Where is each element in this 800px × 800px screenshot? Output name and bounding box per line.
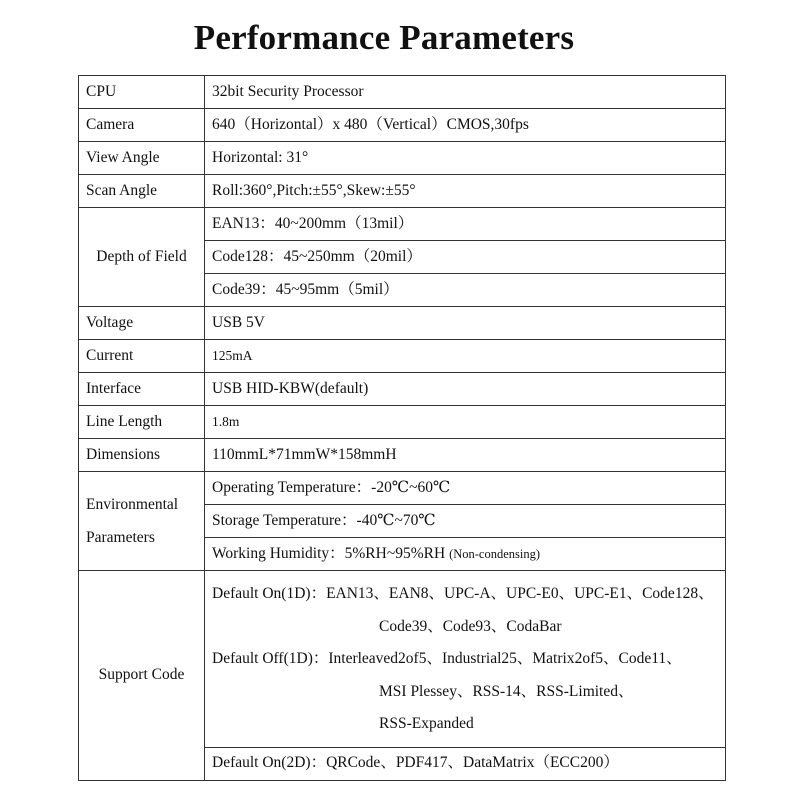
humidity-note: (Non-condensing) — [449, 546, 541, 561]
dimensions-label: Dimensions — [79, 439, 205, 472]
environmental-label — [79, 472, 205, 571]
table-row — [79, 142, 726, 175]
depth-of-field-value: Code128：45~250mm（20mil） — [205, 241, 726, 274]
table-row — [79, 373, 726, 406]
interface-label: Interface — [79, 373, 205, 406]
page-title: Performance Parameters — [193, 18, 575, 57]
table-row — [79, 175, 726, 208]
scan-angle-label: Scan Angle — [79, 175, 205, 208]
interface-value: USB HID-KBW(default) — [205, 373, 726, 406]
current-value: 125mA — [205, 340, 726, 373]
support-code-2d-value: Default On(2D)：QRCode、PDF417、DataMatrix（ECC200） — [205, 747, 726, 780]
storage-temperature-value: Storage Temperature：-40℃~70℃ — [205, 505, 726, 538]
view-angle-value: Horizontal: 31° — [205, 142, 726, 175]
depth-of-field-value: Code39：45~95mm（5mil） — [205, 274, 726, 307]
support-code-line: Default Off(1D)：Interleaved2of5、Industrial25、Matrix2of5、Code11、 — [212, 650, 682, 667]
line-length-label: Line Length — [79, 406, 205, 439]
support-code-line: Default On(1D)：EAN13、EAN8、UPC-A、UPC-E0、UPC-E1、Code128、 — [212, 585, 714, 602]
support-code-line: MSI Plessey、RSS-14、RSS-Limited、 — [379, 682, 634, 700]
table-row — [79, 340, 726, 373]
table-row — [79, 208, 726, 241]
cpu-label: CPU — [79, 76, 205, 109]
table-row — [79, 472, 726, 505]
support-code-line: RSS-Expanded — [379, 715, 474, 732]
scan-angle-value: Roll:360°,Pitch:±55°,Skew:±55° — [205, 175, 726, 208]
table-row — [79, 439, 726, 472]
support-code-1d-value — [205, 571, 726, 748]
depth-of-field-value: EAN13：40~200mm（13mil） — [205, 208, 726, 241]
working-humidity-text: Working Humidity：5%RH~95%RH — [212, 544, 446, 562]
support-code-line: Code39、Code93、CodaBar — [379, 617, 562, 635]
cpu-value: 32bit Security Processor — [205, 76, 726, 109]
environmental-label-line2: Parameters — [86, 529, 155, 546]
environmental-label-line1: Environmental — [86, 496, 179, 513]
voltage-label: Voltage — [79, 307, 205, 340]
parameters-table — [78, 75, 726, 781]
line-length-value: 1.8m — [205, 406, 726, 439]
table-row — [79, 406, 726, 439]
operating-temperature-value: Operating Temperature：-20℃~60℃ — [205, 472, 726, 505]
view-angle-label: View Angle — [79, 142, 205, 175]
camera-value: 640（Horizontal）x 480（Vertical）CMOS,30fps — [205, 109, 726, 142]
table-row — [79, 307, 726, 340]
depth-of-field-label: Depth of Field — [79, 208, 205, 307]
table-row — [79, 571, 726, 748]
working-humidity-value — [205, 538, 726, 571]
dimensions-value: 110mmL*71mmW*158mmH — [205, 439, 726, 472]
camera-label: Camera — [79, 109, 205, 142]
support-code-label: Support Code — [79, 571, 205, 781]
voltage-value: USB 5V — [205, 307, 726, 340]
table-row — [79, 109, 726, 142]
current-label: Current — [79, 340, 205, 373]
table-row — [79, 76, 726, 109]
